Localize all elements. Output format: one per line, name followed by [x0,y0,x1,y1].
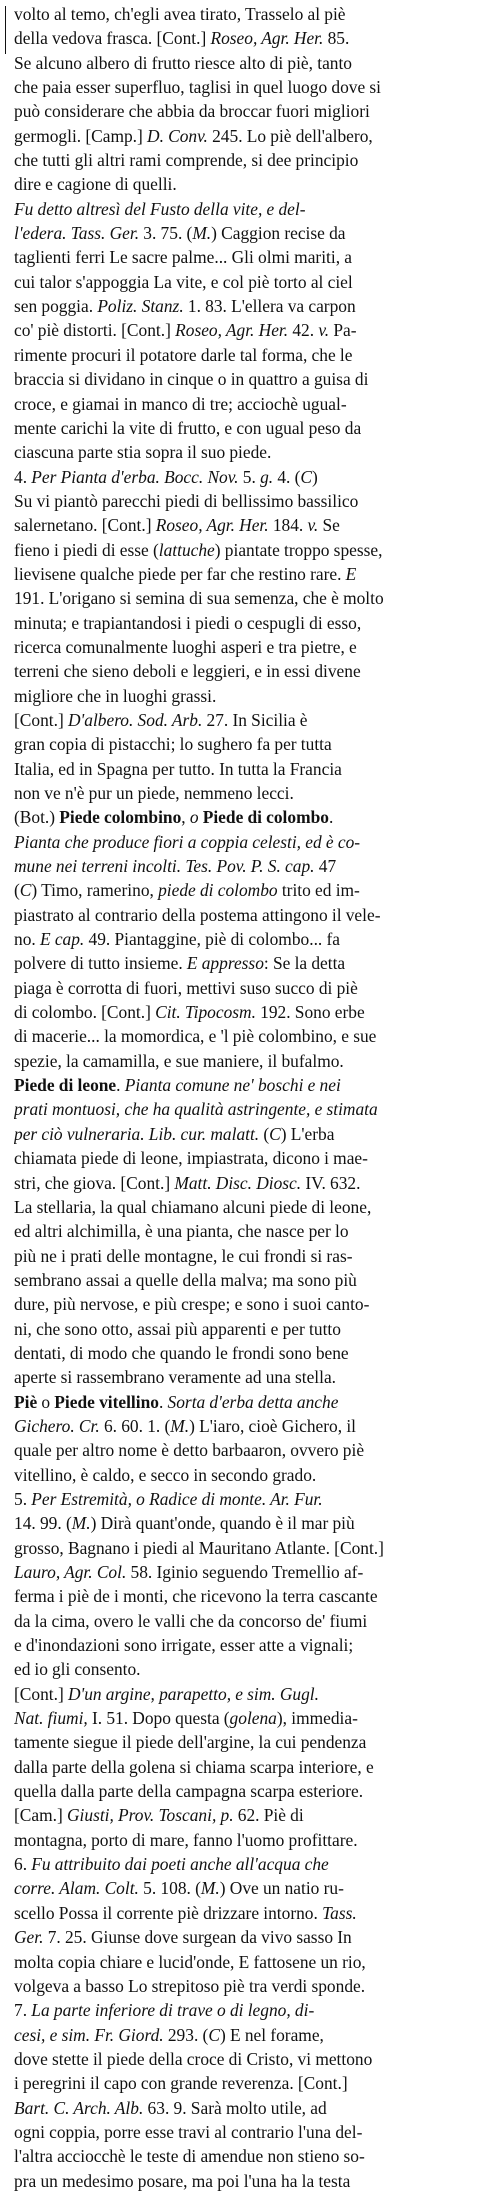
text-run: Ger. [14,1927,44,1948]
text-run: 7. [14,2000,32,2021]
text-run: aperte si rassembrano veramente ad una stella. [14,1367,337,1388]
text-run: M. [200,1878,220,1899]
text-line [14,2047,479,2071]
text-line [14,951,479,975]
text-run: ) Timo, ramerino, [31,880,159,901]
text-run: ricerca comunalmente luoghi asperi e tra pietre, e [14,636,357,657]
text-line [14,221,479,245]
text-run: [Cont.] [14,709,68,730]
text-line [14,392,479,416]
text-run: D. Conv. [147,125,208,146]
text-line [14,1511,479,1535]
text-line [14,1317,479,1341]
text-run: Per Pianta d'erba. Bocc. Nov. [31,466,239,487]
text-run: rimente procuri il potatore darle tal forma, che le [14,344,353,365]
text-run: [Cont.] [14,1683,68,1704]
text-run: 5. [238,466,261,487]
text-run: 62. Piè di [233,1805,304,1826]
text-run: ), immedia- [276,1708,358,1729]
text-line [14,1755,479,1779]
text-line [14,1268,479,1292]
text-run: volgeva a basso Lo strepitoso piè tra verdi sponde. [14,1975,366,1996]
text-run: (Bot.) [14,807,60,828]
text-run: Gichero. Cr. [14,1415,100,1436]
text-run: trito ed im- [277,880,360,901]
text-run: 85. [323,28,350,49]
text-run: 58. Iginio seguendo Tremellio af- [126,1562,364,1582]
text-run: Bart. C. Arch. Alb. [14,2097,144,2118]
text-run: no. [14,929,40,950]
margin-rule [5,6,6,54]
text-line [14,465,479,489]
text-line [14,1998,479,2022]
text-run: può considerare che abbia da broccar fuori migliori [14,101,370,122]
text-line [14,2,479,26]
text-run: ) L'erba [280,1123,335,1144]
text-run: dire e cagione di quelli. [14,174,177,195]
text-run: IV. 632. [301,1172,361,1193]
text-line [14,659,479,683]
text-run: ) Dirà quant'onde, quando è il mar più [90,1513,355,1534]
text-line [14,1122,479,1146]
text-run: ed io gli consento. [14,1659,141,1680]
text-run: 7. 25. Giunse dove surgean da vivo sasso In [43,1927,352,1948]
text-run: Piede colombino [59,807,182,828]
text-run: 5. 108. ( [138,1878,201,1899]
text-run: sen poggia. [14,296,98,317]
text-run: Giusti, Prov. Toscani, p. [66,1805,234,1826]
text-run: stri, che giova. [Cont.] [14,1172,175,1193]
text-line [14,757,479,781]
text-run: Per Estremità, o Radice di monte. Ar. Fur. [31,1488,323,1509]
text-run: v. [307,515,319,536]
text-line [14,2120,479,2144]
text-line [14,1438,479,1462]
text-run: piastrato al contrario della postema attingono il vele- [14,904,381,925]
text-run: 184. [268,515,308,536]
text-run: per ciò vulneraria. Lib. cur. malatt. [14,1123,260,1144]
text-line [14,1950,479,1974]
text-line [14,513,479,537]
text-line [14,1487,479,1511]
text-run: 5. [14,1488,32,1509]
text-line [14,1341,479,1365]
text-run: 192. Sono erbe [255,1002,365,1023]
text-run: prati montuosi, che ha qualità astringente, e stimata [14,1099,378,1120]
text-line [14,562,479,586]
text-line [14,611,479,635]
text-run: fieno i piedi di esse ( [14,539,159,560]
text-line [14,489,479,513]
text-line [14,1365,479,1389]
text-run: migliore che in luoghi grassi. [14,685,217,706]
text-run: tamente siegue il piede dell'argine, la cui pendenza [14,1732,367,1753]
text-run: Pianta che produce fiori a coppia celesti, ed è co- [14,831,361,852]
text-run: cui talor s'appoggia La vite, e col piè torto al ciel [14,271,353,292]
text-line [14,172,479,196]
text-run: . [158,1391,168,1412]
text-run: v. [318,320,330,341]
text-line [14,976,479,1000]
text-run: 293. ( [163,2024,209,2045]
text-run: grosso, Bagnano i piedi al Mauritano Atlante. [Cont.] [14,1537,384,1558]
text-run: quella dalla parte della campagna scarpa esteriore. [14,1781,364,1802]
text-run: lattuche [158,539,215,560]
text-line [14,830,479,854]
text-line [14,197,479,221]
text-line [14,124,479,148]
text-run: o [37,1391,55,1412]
text-line [14,148,479,172]
text-run: co' piè distorti. [Cont.] [14,320,176,341]
text-run: ciascuna parte stia sopra il suo piede. [14,442,272,463]
text-run: da la cima, overo le valli che da concorso de' fiumi [14,1610,368,1631]
text-run: pra un medesimo posare, ma poi l'una ha la testa [14,2170,351,2191]
text-run: C [19,880,32,901]
text-run: ( [259,1123,270,1144]
text-line [14,1584,479,1608]
text-run: 14. 99. ( [14,1513,72,1534]
text-run: ( [14,880,20,901]
text-run: : Se la detta [263,953,346,974]
text-run: che tutti gli altri rami comprende, si dee principio [14,150,359,171]
text-run: Roseo, Agr. Her. [210,28,324,49]
text-line [14,781,479,805]
text-line [14,1682,479,1706]
text-line [14,586,479,610]
text-line [14,1146,479,1170]
text-line [14,1779,479,1803]
text-line [14,1049,479,1073]
text-line [14,416,479,440]
text-run: Su vi piantò parecchi piedi di bellissimo bassilico [14,490,359,511]
text-run: Se alcuno albero di frutto riesce alto di piè, tanto [14,52,353,73]
text-run: Piè [14,1391,38,1412]
text-run: , [181,807,190,828]
text-line [14,1730,479,1754]
text-run: cesi, e sim. Fr. Giord. [14,2024,164,2045]
text-line [14,1609,479,1633]
text-line [14,1195,479,1219]
text-run: ) L'iaro, cioè Gichero, il [189,1415,356,1436]
text-run: Fu detto altresì del Fusto della vite, e del- [14,198,306,219]
text-line [14,927,479,951]
text-line [14,26,479,50]
text-run: E [345,563,357,584]
text-run: . [328,807,334,828]
text-run: della vedova frasca. [Cont.] [14,28,211,49]
text-run: I. 51. Dopo questa ( [87,1708,230,1729]
text-line [14,878,479,902]
text-run: l'altra acciocchè le teste di amendue non stieno so- [14,2146,365,2167]
text-line [14,1292,479,1316]
text-run: 63. 9. Sarà molto utile, ad [143,2097,327,2118]
text-line [14,1171,479,1195]
text-run: Poliz. Stanz. [97,296,184,317]
text-run: montagna, porto di mare, fanno l'uomo profittare. [14,1829,358,1850]
text-run: spezie, la camamilla, e sue maniere, il bufalmo. [14,1050,344,1071]
text-line [14,1706,479,1730]
text-line [14,635,479,659]
text-run: 27. In Sicilia è [202,709,308,730]
text-line [14,903,479,927]
text-run: dalla parte della golena si chiama scarpa interiore, e [14,1756,374,1777]
text-run: dove stette il piede della croce di Cristo, vi mettono [14,2048,373,2069]
text-run: M. [192,223,212,244]
text-run: C [269,1123,281,1144]
text-run: ) piantate troppo spesse, [214,539,383,560]
text-column [14,2,479,2193]
text-run: dentati, di modo che quando le frondi sono bene [14,1342,349,1363]
text-run: Tass. [322,1902,357,1923]
text-line [14,2096,479,2120]
text-run: Sorta d'erba detta anche [167,1391,339,1412]
text-line [14,2169,479,2193]
text-run: corre. Alam. Colt. [14,1878,139,1899]
text-run: taglienti ferri Le sacre palme... Gli olmi mariti, a [14,247,352,268]
text-run: ferma i piè de i monti, che ricevono la terra cascante [14,1586,378,1607]
text-line [14,440,479,464]
text-run: D'albero. Sod. Arb. [67,709,203,730]
text-run: E appresso [186,953,264,974]
text-run: C [208,2024,220,2045]
text-run: ed altri alchimilla, è una pianta, che nasce per lo [14,1221,349,1242]
text-run: germogli. [Camp.] [14,125,148,146]
text-line [14,1000,479,1024]
text-run: 3. 75. ( [139,223,193,244]
text-run: Nat. fiumi, [14,1708,88,1729]
text-line [14,1097,479,1121]
text-line [14,2144,479,2168]
text-line [14,1974,479,1998]
text-line [14,684,479,708]
text-run: e d'inondazioni sono irrigate, esser atte a vignali; [14,1635,354,1656]
text-line [14,2071,479,2095]
text-run: 42. [288,320,319,341]
text-run: croce, e giamai in manco di tre; acciochè ugual- [14,393,347,414]
text-line [14,1633,479,1657]
text-run: Roseo, Agr. Her. [155,515,269,536]
text-line [14,1876,479,1900]
text-line [14,1244,479,1268]
text-run: E cap. [39,929,85,950]
text-run: Fu attribuito dai poeti anche all'acqua che [31,1854,329,1875]
text-run: mune nei terreni incolti. Tes. Pov. P. S. cap. [14,856,315,877]
text-line [14,1901,479,1925]
text-line [14,51,479,75]
text-run: D'un argine, parapetto, e sim. Gugl. [67,1683,319,1704]
text-line [14,1073,479,1097]
text-run: non ve n'è pur un piede, nemmeno lecci. [14,783,294,803]
text-line [14,854,479,878]
text-run: scello Possa il corrente piè drizzare intorno. [14,1902,323,1923]
text-run: ) Ove un natio ru- [219,1878,344,1899]
text-line [14,245,479,269]
text-line [14,538,479,562]
text-run: polvere di tutto insieme. [14,953,187,974]
text-run: Roseo, Agr. Her. [175,320,289,341]
text-run: 6. 60. 1. ( [99,1415,171,1436]
text-line [14,99,479,123]
text-run: lievisene qualche piede per far che restino rare. [14,563,346,584]
text-run: golena [229,1708,277,1729]
text-run: C [300,466,313,487]
text-run: gran copia di pistacchi; lo sughero fa per tutta [14,734,332,755]
text-line [14,1390,479,1414]
text-line [14,708,479,732]
text-run: ) [312,466,318,487]
text-run: Piede vitellino [54,1391,159,1412]
text-run: 47 [314,856,337,877]
text-run: 191. L'origano si semina di sua semenza, che è molto [14,588,384,609]
text-run: chiamata piede di leone, impiastrata, dicono i mae- [14,1148,368,1169]
text-run: Pa- [329,320,357,341]
text-run: minuta; e trapiantandosi i piedi o cespugli di esso, [14,612,362,633]
text-line [14,2023,479,2047]
text-run: M. [170,1415,190,1436]
text-line [14,1219,479,1243]
text-line [14,1852,479,1876]
text-run: quale per altro nome è detto barbaaron, ovvero piè [14,1440,365,1461]
text-run: Italia, ed in Spagna per tutto. In tutta la Francia [14,758,342,779]
text-run: o [189,807,199,828]
text-run: Piede di colombo [202,807,329,828]
text-run: 245. Lo piè dell'albero, [207,125,373,146]
text-run: salernetano. [Cont.] [14,515,156,536]
text-run: [Cam.] [14,1805,67,1826]
text-line [14,1536,479,1560]
text-run: terreni che sieno deboli e leggieri, e in essi divene [14,661,361,682]
text-run: 49. Piantaggine, piè di colombo... fa [84,929,340,950]
text-run: ) Caggion recise da [211,223,346,244]
text-run: Se [318,515,340,536]
text-line [14,343,479,367]
text-run: La stellaria, la qual chiamano alcuni piede di leone, [14,1196,372,1217]
text-line [14,805,479,829]
text-run: piede di colombo [158,880,278,901]
text-run: braccia si dividano in cinque o in quattro a guisa di [14,369,369,390]
text-run: Matt. Disc. Diosc. [174,1172,302,1193]
text-run: ni, che sono otto, assai più apparenti e per tutto [14,1318,341,1339]
text-run: di colombo. [Cont.] [14,1002,156,1023]
text-run: dure, più nervose, e più crespe; e sono i suoi canto- [14,1294,370,1315]
text-run: vitellino, è caldo, e secco in secondo grado. [14,1464,317,1485]
text-run: M. [71,1513,91,1534]
text-run: più ne i prati delle montagne, le cui frondi si ras- [14,1245,353,1266]
text-run: di macerie... la momordica, e 'l piè colombino, e sue [14,1026,377,1047]
text-run: piaga è corrotta di fuori, mettivi suso succo di piè [14,977,358,998]
text-run: Cit. Tipocosm. [155,1002,256,1023]
text-run: ogni coppia, porre esse travi al contrario l'una del- [14,2121,363,2142]
text-run: i peregrini il capo con grande reverenza. [Cont.] [14,2073,348,2094]
text-line [14,1828,479,1852]
text-run: Pianta comune ne' boschi e nei [124,1075,341,1096]
text-line [14,270,479,294]
text-run: volto al temo, ch'egli avea tirato, Trasselo al piè [14,4,346,24]
text-line [14,75,479,99]
text-run: 6. [14,1854,32,1875]
text-run: . [116,1075,125,1096]
text-line [14,318,479,342]
text-run: ) E nel forame, [219,2024,324,2045]
text-run: La parte inferiore di trave o di legno, di- [31,2000,315,2021]
text-line [14,1024,479,1048]
text-run: che paia esser superfluo, taglisi in quel luogo dove si [14,77,382,98]
text-run: Lauro, Agr. Col. [14,1562,127,1582]
text-run: Piede di leone [14,1075,117,1096]
text-run: l'edera. Tass. Ger. [14,223,140,244]
text-run: 4. ( [273,466,301,487]
text-line [14,367,479,391]
text-run: sembrano assai a quelle della malva; ma sono più [14,1269,357,1290]
text-line [14,1463,479,1487]
text-run: 4. [14,466,32,487]
text-line [14,1657,479,1681]
text-line [14,732,479,756]
text-run: mente carichi la vite di frutto, e con ugual peso da [14,417,362,438]
text-line [14,1560,479,1584]
text-line [14,1414,479,1438]
text-run: 1. 83. L'ellera va carpon [183,296,356,317]
text-run: g. [260,466,274,487]
text-line [14,1803,479,1827]
text-line [14,294,479,318]
text-run: molta copia chiare e lucid'onde, E fattosene un rio, [14,1951,366,1972]
